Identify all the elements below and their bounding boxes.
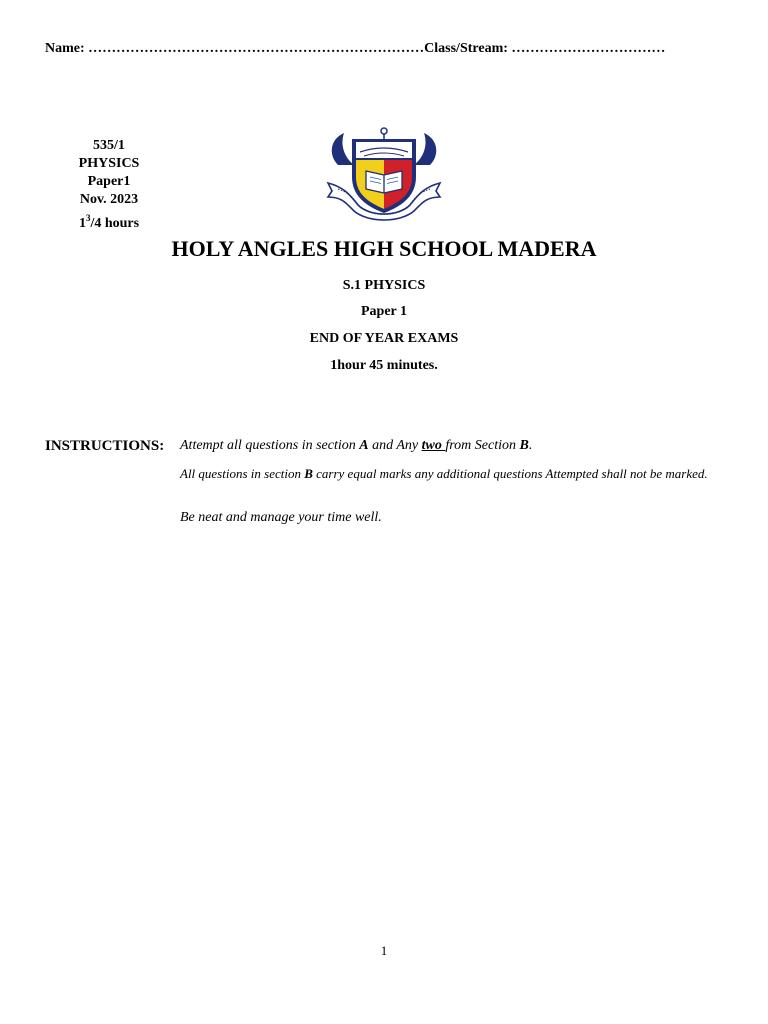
- crest-drape-left: [332, 133, 354, 165]
- exam-title: END OF YEAR EXAMS: [309, 331, 459, 346]
- class-subject-title: S.1 PHYSICS: [342, 278, 426, 293]
- paper-date: Nov. 2023: [79, 192, 139, 207]
- instruction-attempt: Attempt all questions in section A and Any two from Section B.: [180, 438, 533, 453]
- name-label: Name:: [45, 41, 89, 56]
- exam-duration: 1hour 45 minutes.: [330, 358, 438, 373]
- name-class-line: [45, 41, 665, 57]
- paper-duration: $1^3/4$ hours: [78, 213, 140, 231]
- paper-title: Paper 1: [360, 304, 407, 319]
- paper-subject: PHYSICS: [78, 156, 140, 171]
- crest-top-ring: [381, 128, 387, 134]
- class-stream-label: Class/Stream:: [424, 41, 512, 56]
- school-name-title: HOLY ANGLES HIGH SCHOOL MADERA: [171, 236, 597, 261]
- class-stream-blank: ……………………………: [511, 41, 666, 56]
- school-crest-logo: [324, 125, 444, 221]
- paper-info-block: [68, 137, 150, 233]
- instruction-marks: All questions in section B carry equal marks any additional questions Attempted shall not be marked.: [180, 466, 708, 481]
- instruction-neatness: Be neat and manage your time well.: [180, 510, 382, 525]
- crest-drape-right: [414, 133, 436, 165]
- name-blank: ………………………………………………………………: [88, 41, 425, 56]
- instructions-label: INSTRUCTIONS:: [45, 438, 165, 454]
- paper-code: 535/1: [93, 138, 125, 153]
- page-number: 1: [380, 943, 388, 958]
- paper-number: Paper1: [87, 174, 131, 189]
